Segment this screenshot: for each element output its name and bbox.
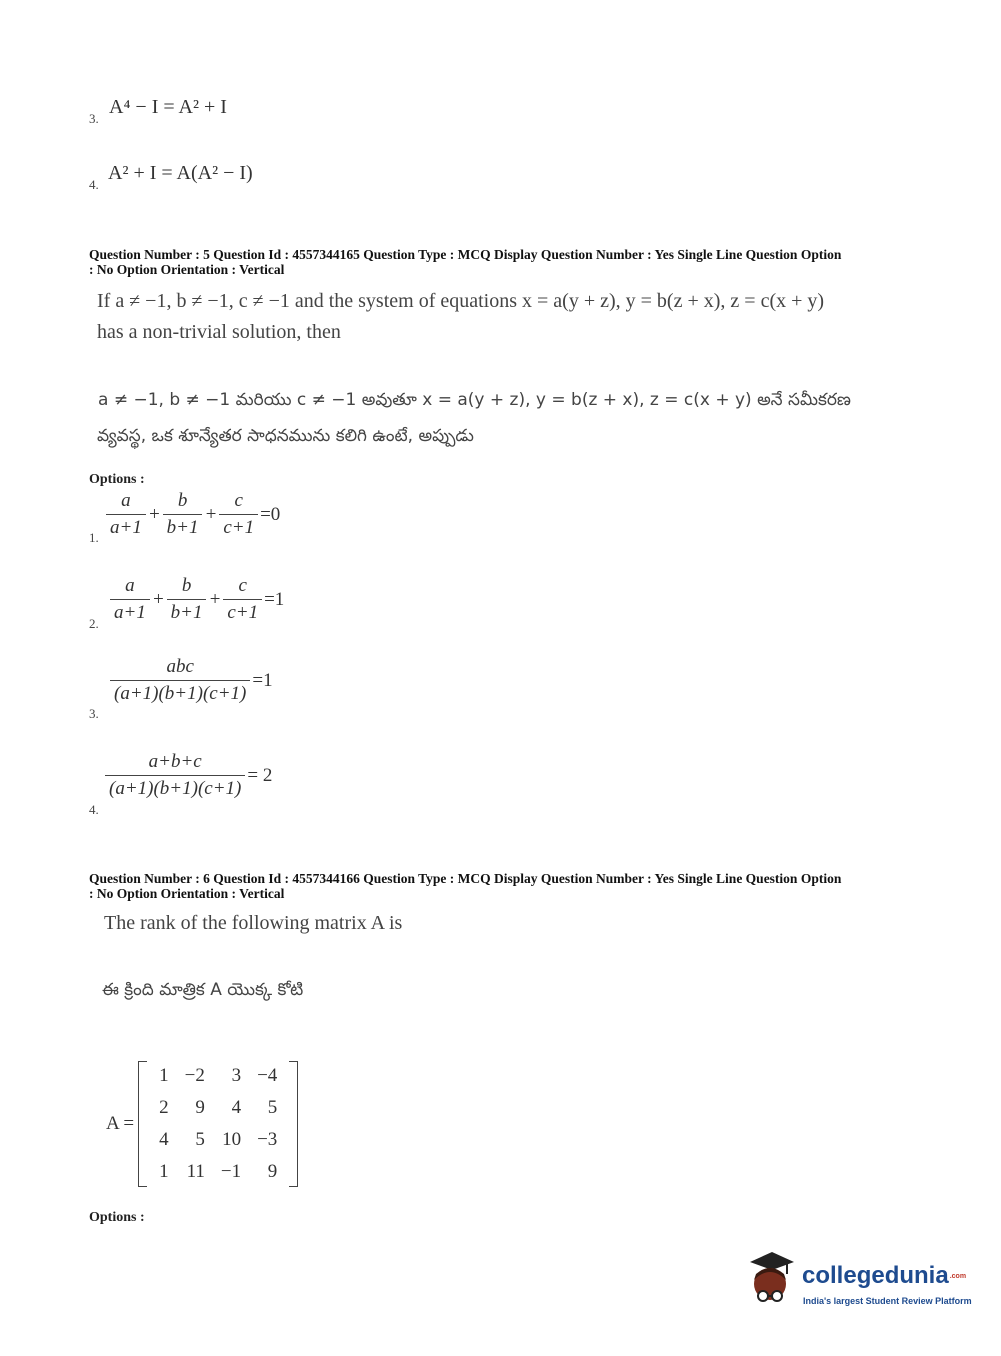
- matrix-cell: 11: [186, 1161, 205, 1182]
- option-number: 2.: [89, 616, 99, 631]
- option-3-equation[interactable]: $\frac{\text{abc}}{(a+1)(b+1)(c+1)}$ =1: [110, 656, 273, 705]
- matrix-right-bracket: [289, 1061, 298, 1187]
- matrix-cell: 4: [231, 1097, 242, 1118]
- option-text: A⁴ − I = A² + I: [109, 96, 227, 118]
- question-text-english: The rank of the following matrix A is: [104, 912, 403, 934]
- matrix-cell: 4: [159, 1129, 169, 1150]
- matrix-row: [151, 1124, 285, 1156]
- matrix-cell: 9: [195, 1097, 205, 1118]
- matrix-cell: 3: [231, 1065, 242, 1086]
- options-label: Options :: [89, 472, 145, 487]
- mascot-icon: [742, 1250, 800, 1310]
- option-number: 4.: [89, 177, 99, 192]
- question-text-english: If a ≠ −1, b ≠ −1, c ≠ −1 and the system of equations x = a(y + z), y = b(z + x), z = c(x + y): [97, 290, 825, 312]
- matrix-cell: 1: [159, 1065, 169, 1086]
- logo-tagline: India's largest Student Review Platform: [803, 1296, 972, 1306]
- matrix-cell: −2: [184, 1065, 205, 1086]
- option-1-equation[interactable]: $\frac{a}{a+1}$ + $\frac{b}{b+1}$ + $\frac{c}{c+1}$ =0: [106, 490, 280, 539]
- question-meta: Question Number : 6 Question Id : 4557344166 Question Type : MCQ Display Question Number : Yes Single Line Question Option : No Option Orientation : Vertical: [89, 871, 842, 901]
- matrix-cell: 1: [159, 1161, 169, 1182]
- option-number: 3.: [89, 111, 99, 126]
- matrix-cell: 9: [267, 1161, 278, 1182]
- collegedunia-logo: [742, 1250, 972, 1312]
- matrix-row: [151, 1060, 285, 1092]
- matrix-row: [151, 1092, 285, 1124]
- matrix-table: [151, 1060, 285, 1188]
- option-number: 1.: [89, 530, 99, 545]
- option-4-equation[interactable]: $\frac{a+b+c}{(a+1)(b+1)(c+1)}$ = 2: [105, 751, 272, 800]
- matrix-label: A =: [106, 1113, 135, 1134]
- option-text: A² + I = A(A² − I): [108, 162, 253, 184]
- option-number: 4.: [89, 802, 99, 817]
- matrix-cell: 5: [195, 1129, 205, 1150]
- question-text-telugu: a ≠ −1, b ≠ −1 మరియు c ≠ −1 అవుతూ x = a(y + z), y = b(z + x), z = c(x + y) అనే సమీకరణ: [98, 390, 851, 410]
- matrix-cell: 10: [222, 1129, 242, 1150]
- options-label: Options :: [89, 1210, 145, 1225]
- matrix-cell: 5: [267, 1097, 278, 1118]
- matrix-cell: 2: [159, 1097, 169, 1118]
- question-text-telugu-cont: వ్యవస్థ, ఒక శూన్యేతర సాధనమును కలిగి ఉంటే, అప్పుడు: [97, 426, 474, 446]
- option-number: 3.: [89, 706, 99, 721]
- matrix-cell: −4: [257, 1065, 278, 1086]
- question-text-english-cont: has a non-trivial solution, then: [97, 321, 341, 343]
- matrix-row: [151, 1156, 285, 1188]
- logo-name: collegedunia.com: [802, 1262, 967, 1289]
- matrix-cell: −1: [220, 1161, 242, 1182]
- matrix-cell: −3: [257, 1129, 278, 1150]
- question-text-telugu: ఈ క్రింది మాత్రిక A యొక్క కోటి: [102, 980, 304, 1000]
- option-2-equation[interactable]: $\frac{a}{a+1}$ + $\frac{b}{b+1}$ + $\frac{c}{c+1}$ =1: [110, 575, 284, 624]
- matrix-left-bracket: [138, 1061, 147, 1187]
- question-meta: Question Number : 5 Question Id : 4557344165 Question Type : MCQ Display Question Number : Yes Single Line Question Option : No Option Orientation : Vertical: [89, 247, 842, 277]
- matrix-a: [106, 1060, 298, 1188]
